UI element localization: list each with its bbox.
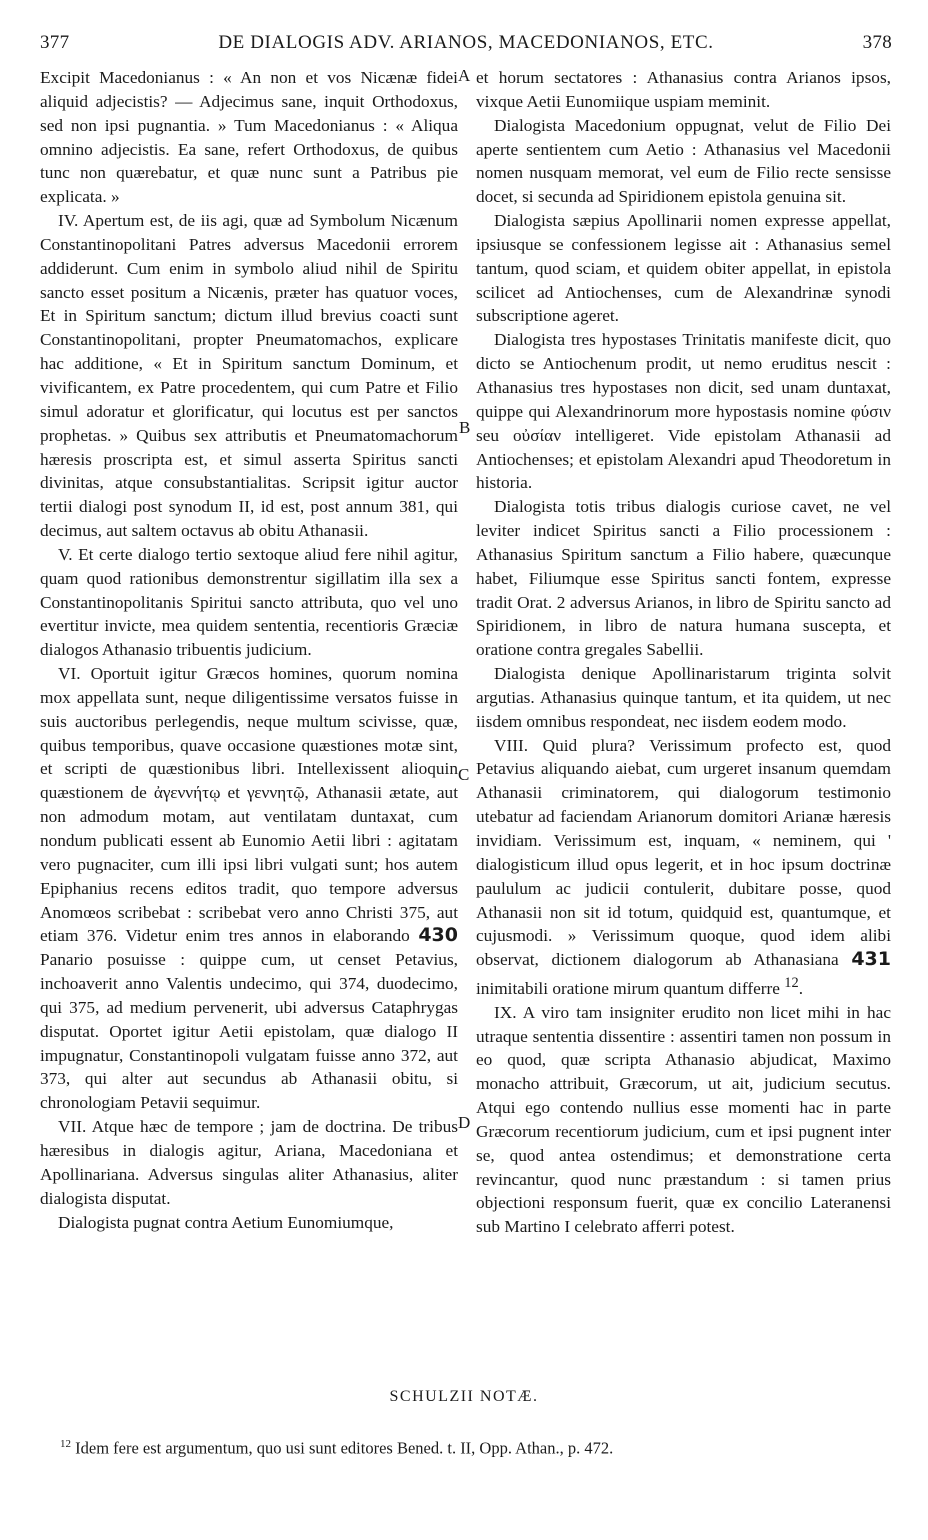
paragraph-v: V. Et certe dialogo tertio sextoque aliud fere nihil agitur, quam quod rationibus demonstrentur sigillatim illa sex a Constantinopolitanis Spiritui sancto attributa, quo vel uno evertitur invicte, mea quidem sententia, recentioris Græciæ dialogos Athanasio tribuentis judicium. [40,544,458,660]
paragraph-vi [40,662,458,1115]
margin-letter-a: A [458,66,471,85]
page-number-left: 377 [40,32,70,53]
paragraph: Dialogista pugnat contra Aetium Eunomiumque, [58,1212,394,1232]
inline-page-number: 430 [418,924,458,947]
paragraph-text: inimitabili oratione mirum quantum differre [476,978,780,998]
footnote-number: 12 [60,1438,71,1450]
paragraph-iv: IV. Apertum est, de iis agi, quæ ad Symbolum Nicænum Constantinopolitani Patres adversus Macedonii errorem addiderunt. Cum enim in symbolo aliud nihil de Spiritu sancto esset positum a Nicænis, præter has quatuor voces, Et in Spiritum sanctum; dictum illud brevius coacti sunt Constantinopolitani, propter Pneumatomachos, explicare hac additione, « Et in Spiritum sanctum Dominum, et vivificantem, ex Patre procedentem, qui cum Patre et Filio simul adoratur et glorificatur, qui locutus est per sanctos prophetas. » Quibus sex attributis et Pneumatomachorum hæresis proscripta est, et simul asserta Spiritus sancti divinitas, atque consubstantialitas. Scripsit igitur auctor tertii dialogi post synodum II, id est, post annum 381, qui decimus, aut saltem octavus ab obitu Athanasii. [40,211,458,541]
paragraph: Dialogista sæpius Apollinarii nomen expresse appellat, ipsiusque se confessionem legisse ait : Athanasius semel tantum, quod sciam, et quidem obiter appellat, in epistola scilicet ad Antiochenses, cum de Alexandrinæ synodi subscriptione ageret. [476,211,891,326]
margin-letter-c: C [458,765,470,784]
paragraph: Excipit Macedonianus : « An non et vos Nicænæ fidei aliquid adjecistis? — Adjecimus sane, inquit Orthodoxus, sed non ipsi pugnantia. » Tum Macedonianus : « Aliqua omnino adjecistis. Ea sane, refert Orthodoxus, de quibus tunc non quærebatur, et quæ nunc sunt a Patribus pie explicata. » [40,68,458,207]
paragraph-viii: VIII. Quid plura? Verissimum profecto est, quod Petavius aliquando aiebat, cum urgeret insanum quemdam Athanasii criminatorem, qui dialogorum testimonio utebatur ad faciendam Arianorum domitori Arianæ hæresis invidiam. Verissimum est, inquam, « neminem, qui ' dialogisticum illud opus legerit, et in hoc ipsum doctrinæ paululum ac judicii contulerit, dubitare posse, quod Athanasii non sit id totum, quidquid est, quantumque, et cujusmodi. » Verissimum quoque, quod idem alibi observat, dictionem dialogorum ab Athanasiana 431 inimitabili oratione mirum quantum differre $^{12}$. [476,735,891,998]
paragraph-text: VI. Oportuit igitur Græcos homines, quorum nomina mox appellata sunt, neque diligentissime versatos fuisse in suis auctoribus perlegendis, neque multum scivisse, quæ, quibus temporibus, quave occasione quæstiones motæ sint, et scripti de quæstionibus libri. Intellexissent alioquin quæstionem de ἀγεννήτῳ et γεννητῷ, Athanasii ætate, aut non admodum motam, aut ventilatam duntaxat, cum nondum publicati essent ab Eunomio Aetii libri : agitatam vero pugnaciter, cum illi ipsi libri vulgati sunt; hos autem Epiphanius recens editos tradit, quo tempore adversus Anomœos scribebat : scribebat vero anno Christi 375, aut etiam 376. Videtur enim tres annos in elaborando [40,664,458,946]
left-column [40,66,458,1234]
paragraph-vii: VII. Atque hæc de tempore ; jam de doctrina. De tribus hæresibus in dialogis agitur, Ariana, Macedoniana et Apollinariana. Adversus singulas aliter Athanasius, aliter dialogista disputat. [40,1117,458,1208]
page-number-right: 378 [862,32,892,53]
running-title: DE DIALOGIS ADV. ARIANOS, MACEDONIANOS, ETC. [218,32,714,53]
inline-page-number: 431 [851,948,891,971]
paragraph-ix: IX. A viro tam insigniter erudito non licet mihi in hac utraque sententia dissentire : assentiri tamen non possum in eo quod, quæ scripta Athanasio abjudicat, Maximo monacho attribuit, Græcorum, ut ait, judicium secutus. Atqui ego contendo nullius esse momenti hac in parte Græcorum recentiorum judicium, cum et ipsi pugnent inter se, quod antea ostendimus; et demonstratione certa revincantur, quod nunc præstandum : si tamen prius objectioni responsum fuerit, quæ ex concilio Lateranensi sub Martino I celebrato afferri potest. [476,1002,891,1237]
paragraph: Dialogista totis tribus dialogis curiose cavet, ne vel leviter indicet Spiritus sancti a Filio processionem : Athanasius Spiritum sanctum a Filio habere, quæcunque habet, Filiumque esse Spiritus sancti fontem, expresse tradit Orat. 2 adversus Arianos, in libro de Spiritu sancto ad Spiridionem, in libro de natura humana suscepta, et oratione contra gregales Sabellii. [476,497,891,660]
paragraph: Dialogista Macedonium oppugnat, velut de Filio Dei aperte sentientem cum Aetio : Athanasius vel Macedonii nomen nusquam memorat, vel eum de Filio recte sensisse docet, si secunda ad Spiridionem epistola genuina sit. [476,115,891,207]
running-header [40,32,892,62]
margin-letter-b: B [459,418,471,437]
paragraph-text: VIII. Quid plura? Verissimum profecto est, quod Petavius aliquando aiebat, cum urgeret insanum quemdam Athanasii criminatorem, qui dialogorum testimonio utebatur ad faciendam Arianorum domitori Arianæ hæresis invidiam. Verissimum est, inquam, « neminem, qui ' dialogisticum illud opus legerit, et in hoc ipsum doctrinæ paululum ac judicii contulerit, dubitare posse, quod Athanasii non sit id totum, quidquid est, quantumque, et cujusmodi. » Verissimum quoque, quod idem alibi observat, dictionem dialogorum ab Athanasiana [476,735,891,970]
footnote-reference[interactable]: 12 [784,975,799,992]
paragraph-text: Panario posuisse : quippe cum, ut censet Petavius, inchoaverit anno Valentis undecimo, qui 374, duodecimo, qui 375, ad medium pervenerit, ubi adversus Cataphrygas disputat. Oportet igitur Aetii epistolam, quæ dialogo II impugnatur, Constantinopoli vulgatam fuisse anno 372, aut 373, qui alter aut secundus ab Athanasii obitu, si chronologiam Petavii sequimur. [40,950,458,1113]
right-column [476,66,891,1239]
paragraph: et horum sectatores : Athanasius contra Arianos ipsos, vixque Aetii Eunomiique uspiam meminit. [476,68,891,111]
margin-letter-d: D [458,1113,471,1132]
paragraph: Dialogista denique Apollinaristarum triginta solvit argutias. Athanasius quinque tantum, et ita quidem, ut nec iisdem omnibus respondeat, nec iisdem eodem modo. [476,664,891,731]
footnote [60,1438,880,1459]
paragraph: Dialogista tres hypostases Trinitatis manifeste dicit, quo dicto se Antiochenum prodit, ut nemo eruditus nescit : Athanasius tres hypostases non dicit, sed unam duntaxat, quippe qui Alexandrinorum more hypostasis nomine φύσιν seu οὐσίαν intelligeret. Vide epistolam Athanasii ad Antiochenses; et epistolam Alexandri apud Theodoretum in historia. [476,330,891,493]
footnote-text: Idem fere est argumentum, quo usi sunt editores Bened. t. II, Opp. Athan., p. 472. [75,1438,614,1458]
notes-title: SCHULZII NOTÆ. [389,1388,539,1405]
